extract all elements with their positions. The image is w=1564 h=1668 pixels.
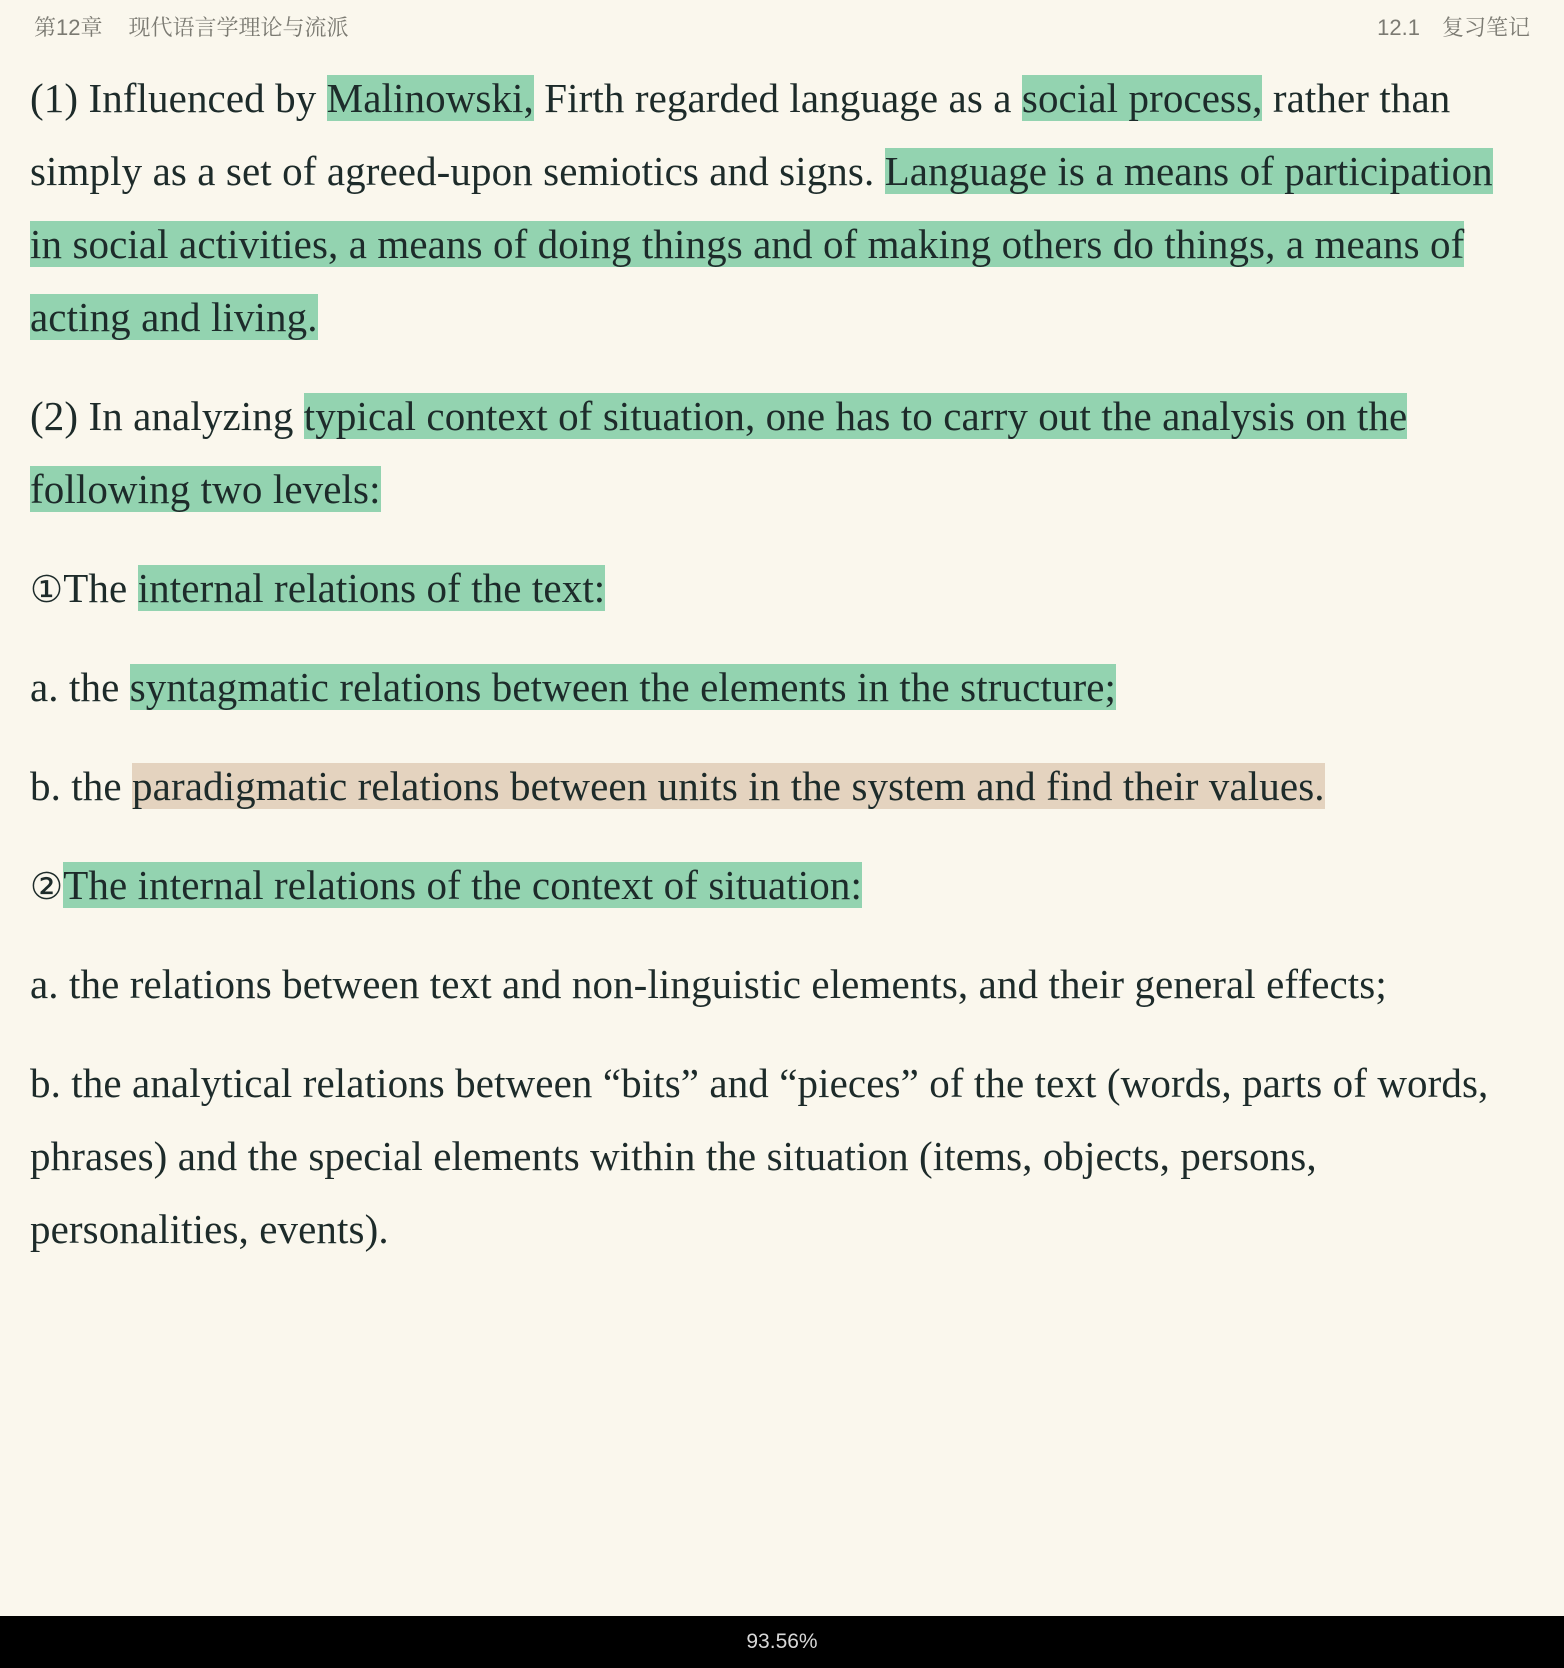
header-chapter-title: 现代语言学理论与流派 [128,14,349,40]
header-chapter-number: 第12章 [34,14,103,40]
header-section-number: 12.1 [1377,14,1420,40]
highlight-green: internal relations of the text: [137,564,606,611]
circled-number-2: ② [30,864,64,908]
document-body [0,62,1564,1616]
paragraph [30,948,1534,1021]
header-chapter-info [34,11,349,42]
page-header [0,0,1564,52]
text-run: b. the analytical relations between “bits” and “pieces” of the text (words, parts of words, phrases) and the special elements within the situation (items, objects, persons, personalities, events). [30,1059,1489,1252]
text-run: (2) In analyzing [30,392,304,439]
progress-percentage: 93.56% [746,1630,818,1653]
text-run: a. the [30,663,130,710]
highlight-green: syntagmatic relations between the elements in the structure; [129,663,1117,710]
paragraph [30,62,1534,354]
paragraph [30,380,1534,526]
highlight-green: social process, [1021,75,1263,121]
highlight-green: Language is a means of participation in social activities, a means of doing things and of making others do things, a means of acting and living. [30,147,1493,340]
paragraph [30,552,1534,625]
highlight-green: Malinowski, [326,75,534,121]
text-run: The [63,564,138,611]
paragraph [30,750,1534,823]
text-run: b. the [30,762,133,809]
circled-number-1: ① [30,567,64,611]
reading-progress-bar[interactable] [0,1616,1564,1668]
highlight-green: typical context of situation, one has to carry out the analysis on the following two levels: [30,392,1408,512]
header-section-info [1377,11,1530,42]
text-run: rather than simply as a set of agreed-upon semiotics and signs. [30,75,1451,194]
paragraph [30,849,1534,922]
paragraph [30,1047,1534,1266]
paragraph [30,651,1534,724]
highlight-green: The internal relations of the context of situation: [63,861,862,908]
highlight-tan: paradigmatic relations between units in the system and find their values. [132,762,1325,809]
text-run: (1) Influenced by [30,75,327,121]
header-section-title: 复习笔记 [1441,14,1530,40]
text-run: a. the relations between text and non-linguistic elements, and their general effects; [30,960,1387,1007]
text-run: Firth regarded language as a [533,75,1022,121]
